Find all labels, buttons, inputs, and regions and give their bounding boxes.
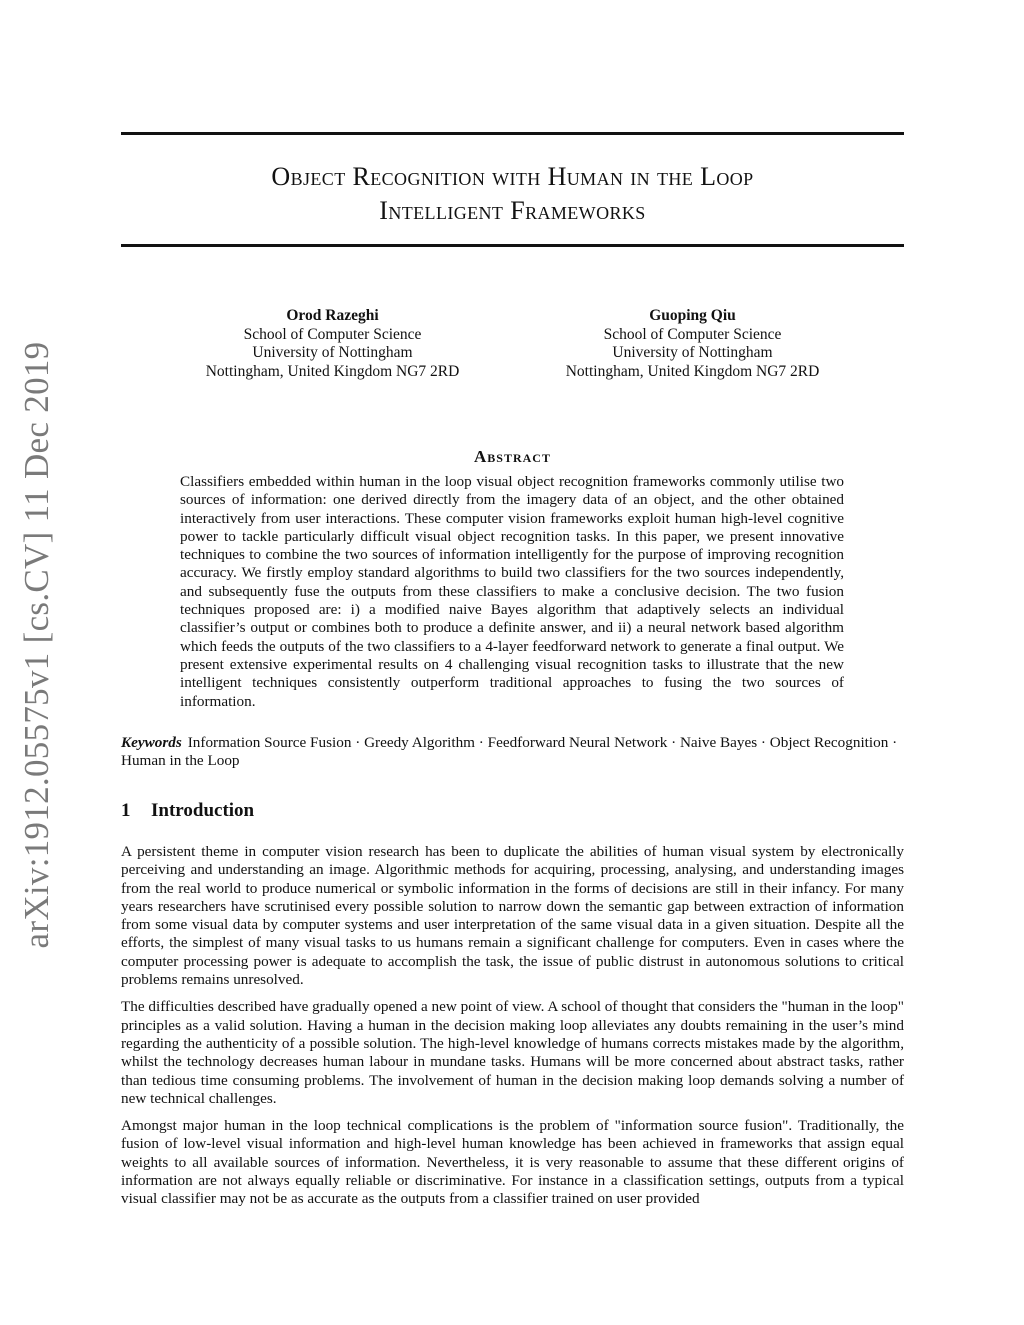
author-institution: University of Nottingham [252,344,413,361]
title-line-1: Object Recognition with Human in the Loop [271,162,754,191]
paper-title [121,160,904,228]
title-top-rule [121,132,904,135]
paragraph: A persistent theme in computer vision research has been to duplicate the abilities of human visual system by electronically perceiving and understanding an image. Algorithmic methods for acquiring, processing, analysing, and understanding images from the real world to produce numerical or symbolic information in the forms of decisions are still in their infancy. For many years researchers have scrutinised every possible solution to narrow down the semantic gap between extraction of information from some visual data by computer systems and user interpretation of the same visual data in a given situation. Despite all the efforts, the simplest of many visual tasks to us humans remain a significant challenge for computers. Even in cases where the computer processing power is adequate to accomplish the task, the issue of public distrust in autonomous solutions to critical problems remains unresolved. [121,843,904,989]
keywords-list: Information Source Fusion · Greedy Algorithm · Feedforward Neural Network · Naive Bayes · Object Recognition · Human in the Loop [121,734,898,770]
author-address: Nottingham, United Kingdom NG7 2RD [565,362,820,380]
keywords [121,734,904,771]
abstract-heading: Abstract [474,447,551,466]
author-name: Guoping Qiu [649,307,736,324]
section-heading-introduction [121,800,254,822]
section-number: 1 [121,800,131,821]
abstract-text: Classifiers embedded within human in the loop visual object recognition frameworks commonly utilise two sources of information: one derived directly from the imagery data of an object, and the other obtained interactively from user interactions. These computer vision frameworks exploit human high-level cognitive power to tackle particularly difficult visual object recognition tasks. In this paper, we present innovative techniques to combine the two sources of information intelligently for the purpose of improving recognition accuracy. We firstly employ standard algorithms to build two classifiers for the two sources independently, and subsequently fuse the outputs from these classifiers to make a conclusive decision. The two fusion techniques proposed are: i) a modified naive Bayes algorithm that adaptively selects an individual classifier’s output or combines both to produce a definite answer, and ii) a neural network based algorithm which feeds the outputs of the two classifiers to a 4-layer feedforward network to generate a final output. We present extensive experimental results on 4 challenging visual recognition tasks to illustrate that the new intelligent techniques consistently outperform traditional approaches to fusing the two sources of information. [180,473,844,710]
author-block-2 [540,307,845,381]
author-institution: University of Nottingham [612,344,773,361]
author-department: School of Computer Science [243,325,422,343]
arxiv-identifier-text: arXiv:1912.05575v1 [cs.CV] 11 Dec 2019 [17,341,56,949]
author-address: Nottingham, United Kingdom NG7 2RD [205,362,460,380]
introduction-body [121,843,904,1218]
title-bottom-rule [121,244,904,247]
title-line-2: Intelligent Frameworks [379,196,646,225]
paragraph: The difficulties described have gradually opened a new point of view. A school of thought that considers the "human in the loop" principles as a valid solution. Having a human in the decision making loop alleviates any doubts remaining in the user’s mind regarding the authenticity of a possible solution. The high-level knowledge of humans corrects mistakes made by the algorithm, whilst the technology decreases human labour in mundane tasks. Humans will be more concerned about abstract tasks, rather than tedious time consuming problems. The involvement of human in the decision making loop demands solving a number of new technical challenges. [121,998,904,1107]
author-name: Orod Razeghi [286,307,379,324]
author-department: School of Computer Science [603,325,782,343]
section-title: Introduction [151,800,255,821]
author-block-1 [180,307,485,381]
paragraph: Amongst major human in the loop technical complications is the problem of "information source fusion". Traditionally, the fusion of low-level visual information and high-level human knowledge has been achieved in frameworks that assign equal weights to all available sources of information. Nevertheless, it is very reasonable to assume that these different origins of information are not always equally reliable or discriminative. For instance in a classification settings, outputs from a typical visual classifier may not be as accurate as the outputs from a classifier trained on user provided [121,1117,904,1208]
keywords-label: Keywords [121,734,182,751]
